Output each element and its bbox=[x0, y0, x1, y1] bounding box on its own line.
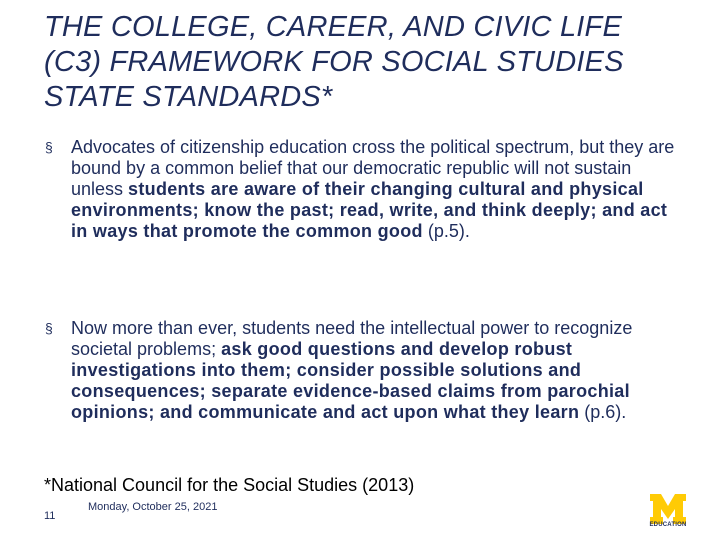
block-m-icon bbox=[650, 494, 686, 524]
bullet-text-bold: ask good questions and develop robust investigations into them; consider possible solutions and consequences; separate evidence-based claims from parochial opinions; and communicate and act upon what they learn bbox=[71, 339, 630, 422]
logo-education-label: EDUCATION bbox=[649, 522, 687, 528]
slide-date: Monday, October 25, 2021 bbox=[88, 501, 218, 513]
bullet-text bbox=[71, 318, 680, 423]
bullet-text bbox=[71, 137, 680, 242]
slide-number: 11 bbox=[44, 510, 56, 522]
source-citation: *National Council for the Social Studies (2013) bbox=[44, 475, 415, 495]
bullet-marker: § bbox=[45, 139, 53, 155]
bullet-marker: § bbox=[45, 320, 53, 336]
bullet-text-bold: students are aware of their changing cultural and physical environments; know the past; read, write, and think deeply; and act in ways that promote the common good bbox=[71, 179, 668, 241]
slide-title: THE COLLEGE, CAREER, AND CIVIC LIFE (C3) FRAMEWORK FOR SOCIAL STUDIES STATE STANDARDS* bbox=[44, 11, 624, 113]
bullet-text-citation: (p.6). bbox=[579, 402, 627, 422]
bullet-text-plain: Now more than ever, students need the intellectual power to recognize societal problems; bbox=[71, 318, 633, 359]
bullet-point-2 bbox=[45, 318, 680, 423]
bullet-text-plain: Advocates of citizenship education cross the political spectrum, but they are bound by a common belief that our democratic republic will not sustain unless bbox=[71, 137, 675, 199]
bullet-point-1 bbox=[45, 137, 680, 242]
bullet-text-citation: (p.5). bbox=[422, 221, 470, 241]
